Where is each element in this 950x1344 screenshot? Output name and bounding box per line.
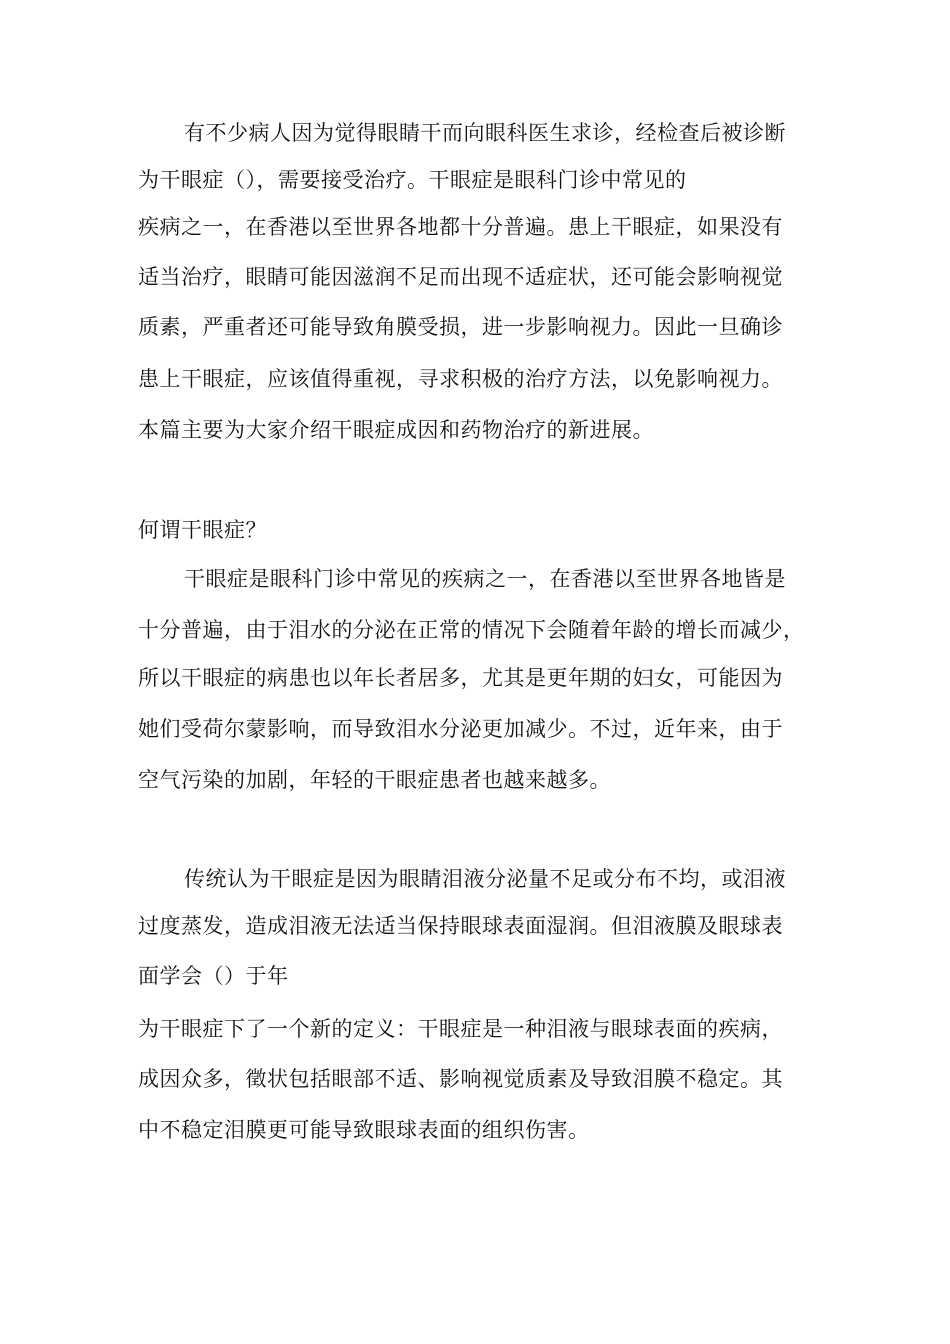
paragraph-2-line-1: 干眼症是眼科门诊中常见的疾病之一，在香港以至世界各地皆是 [184, 567, 786, 591]
paragraph-2-line-2: 十分普遍，由于泪水的分泌在正常的情况下会随着年龄的增长而减少， [138, 618, 805, 642]
paragraph-1-line-4: 适当治疗，眼睛可能因滋润不足而出现不适症状，还可能会影响视觉 [138, 265, 783, 289]
paragraph-3-line-1: 传统认为干眼症是因为眼睛泪液分泌量不足或分布不均，或泪液 [184, 867, 786, 891]
paragraph-3-line-2: 过度蒸发，造成泪液无法适当保持眼球表面湿润。但泪液膜及眼球表 [138, 914, 783, 938]
paragraph-1-line-3: 疾病之一，在香港以至世界各地都十分普遍。患上干眼症，如果没有 [138, 215, 783, 239]
paragraph-2-line-3: 所以干眼症的病患也以年长者居多，尤其是更年期的妇女，可能因为 [138, 666, 783, 690]
paragraph-3-line-3: 面学会（）于年 [138, 964, 289, 988]
paragraph-3-line-5: 成因众多，徵状包括眼部不适、影响视觉质素及导致泪膜不稳定。其 [138, 1067, 783, 1091]
section-heading: 何谓干眼症？ [138, 518, 267, 542]
paragraph-1-line-6: 患上干眼症，应该值得重视，寻求积极的治疗方法，以免影响视力。 [138, 367, 783, 391]
paragraph-1-line-1: 有不少病人因为觉得眼睛干而向眼科医生求诊，经检查后被诊断 [184, 121, 786, 145]
paragraph-1-line-2: 为干眼症（），需要接受治疗。干眼症是眼科门诊中常见的 [138, 168, 687, 192]
paragraph-1-line-7: 本篇主要为大家介绍干眼症成因和药物治疗的新进展。 [138, 418, 654, 442]
paragraph-3-line-6: 中不稳定泪膜更可能导致眼球表面的组织伤害。 [138, 1118, 590, 1142]
paragraph-1-line-5: 质素，严重者还可能导致角膜受损，进一步影响视力。因此一旦确诊 [138, 315, 783, 339]
paragraph-2-line-4: 她们受荷尔蒙影响，而导致泪水分泌更加减少。不过，近年来，由于 [138, 717, 783, 741]
paragraph-3-line-4: 为干眼症下了一个新的定义：干眼症是一种泪液与眼球表面的疾病， [138, 1017, 783, 1041]
paragraph-2-line-5: 空气污染的加剧，年轻的干眼症患者也越来越多。 [138, 768, 611, 792]
